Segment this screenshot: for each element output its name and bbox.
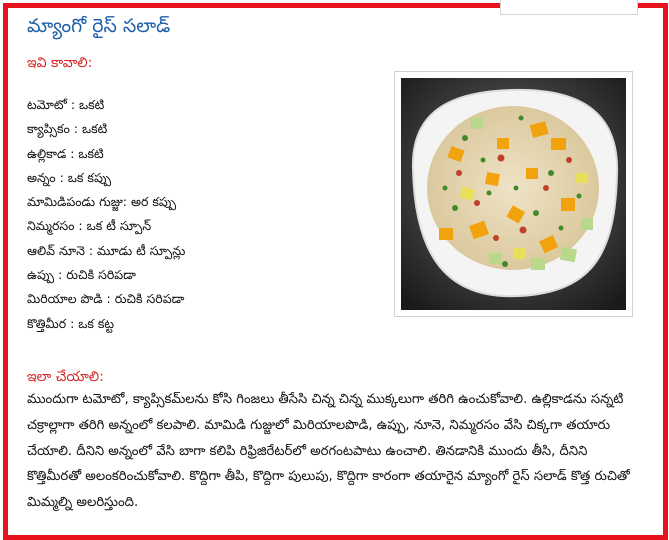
ingredient-item: మిరియాల పొడి : రుచికి సరిపడా bbox=[27, 291, 185, 307]
recipe-title: మ్యాంగో రైస్ సలాడ్ bbox=[27, 15, 171, 37]
ingredient-item: టమోటో : ఒకటి bbox=[27, 97, 105, 112]
ingredient-item: మామిడిపండు గుజ్జు: అర కప్పు bbox=[27, 194, 177, 210]
search-box[interactable] bbox=[500, 0, 638, 15]
method-heading: ఇలా చేయాలి: bbox=[27, 369, 104, 385]
ingredient-item: ఉల్లికాడ : ఒకటి bbox=[27, 145, 104, 161]
ingredient-item: అన్నం : ఒక కప్పు bbox=[27, 169, 112, 185]
method-text: ముందుగా టమోటో, క్యాప్సికమ్‌లను కోసి గింజలు తీసేసి చిన్న చిన్న ముక్కలుగా తరిగి ఉంచుకోవాలి. ఉల్లికాడను సన్నటి చక్రాల్లాగా తరిగి అన్నంలో కలపాలి. మామిడి గుజ్జులో మిరియాలపొడి, ఉప్పు, నూనె, నిమ్మరసం వేసి చిక్కగా తయారు చేయాలి. దీనిని అన్నంలో వేసి బాగా కలిపి రిఫ్రిజిరేటర్‌లో అరగంటపాటు ఉంచాలి. తినడానికి ముందు తీసి, దీనిని కొత్తిమీరతో అలంకరించుకోవాలి. కొద్దిగా తీపి, కొద్దిగా పులుపు, కొద్దిగా కారంగా తయారైన మ్యాంగో రైస్ సలాడ్ కొత్త రుచితో మిమ్మల్ని అలరిస్తుంది. bbox=[27, 392, 630, 511]
ingredient-item: ఆలివ్ నూనె : మూడు టీ స్పూన్లు bbox=[27, 242, 186, 258]
recipe-photo-frame bbox=[394, 71, 633, 317]
ingredient-item: కొత్తిమీర : ఒక కట్ట bbox=[27, 315, 115, 331]
ingredient-list bbox=[27, 93, 185, 336]
ingredient-item: ఉప్పు : రుచికి సరిపడా bbox=[27, 267, 136, 283]
recipe-photo bbox=[401, 78, 626, 310]
ingredient-item: నిమ్మరసం : ఒక టీ స్పూన్ bbox=[27, 218, 152, 234]
ingredient-item: క్యాప్సికం : ఒకటి bbox=[27, 121, 108, 137]
ingredients-heading: ఇవి కావాలి: bbox=[27, 55, 93, 71]
